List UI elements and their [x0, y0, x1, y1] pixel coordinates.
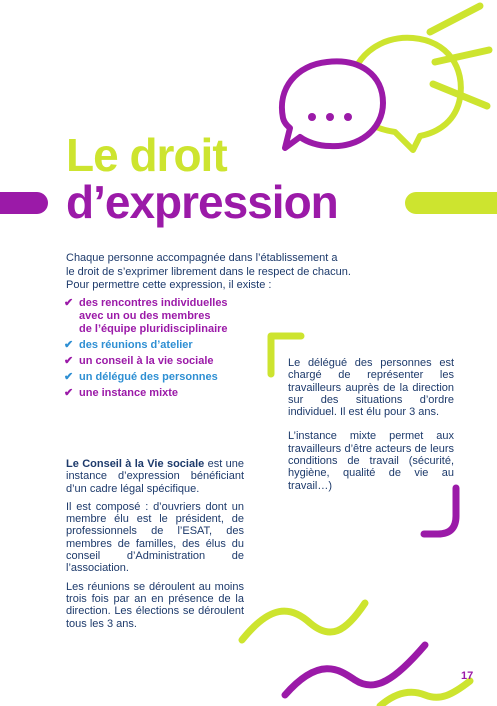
- intro-line: Chaque personne accompagnée dans l’établissement a: [66, 252, 338, 264]
- wave-decoration: [230, 585, 480, 706]
- list-item-text: un délégué des personnes: [79, 371, 218, 383]
- list-item: [64, 339, 294, 352]
- list-item: [64, 371, 294, 384]
- curved-bracket-decoration: [418, 482, 468, 542]
- page-title-line1: Le droit: [66, 129, 227, 181]
- intro-text: [66, 252, 396, 293]
- right-column: [288, 357, 454, 498]
- delegate-text: Le délégué des personnes est chargé de représenter les travailleurs auprès de la direction sur des situations d’ordre individuel. Il est élu pour 3 ans.: [288, 357, 454, 419]
- title-bar-right: [405, 192, 497, 214]
- cvs-heading: Le Conseil à la Vie sociale: [66, 458, 205, 470]
- cvs-text: est une instance d’expression bénéficiant d’un cadre légal spécifique.: [66, 458, 244, 495]
- intro-line: Pour permettre cette expression, il existe :: [66, 279, 272, 291]
- check-icon: ✔: [64, 387, 74, 399]
- expression-means-list: [64, 297, 294, 403]
- page-number: 17: [461, 670, 474, 682]
- title-bar-left: [0, 192, 48, 214]
- check-icon: ✔: [64, 297, 74, 309]
- cvs-composition: Il est composé : d’ouvriers dont un membre élu est le président, de professionnels de l’ESAT, des membres de familles, des élus du conseil d’Administration de l’association.: [66, 500, 244, 575]
- list-item-text: une instance mixte: [79, 387, 179, 399]
- cvs-meetings: Les réunions se déroulent au moins trois fois par an en présence de la direction. Les élections se déroulent tous les 3 ans.: [66, 580, 244, 630]
- list-item-text: un conseil à la vie sociale: [79, 355, 214, 367]
- check-icon: ✔: [64, 355, 74, 367]
- left-column: [66, 458, 244, 636]
- check-icon: ✔: [64, 371, 74, 383]
- list-item-text: des réunions d’atelier: [79, 339, 193, 351]
- mixed-instance-text: L’instance mixte permet aux travailleurs d’être acteurs de leurs conditions de travail (sécurité, hygiène, qualité de vie au travail…): [288, 430, 454, 492]
- check-icon: ✔: [64, 339, 74, 351]
- list-item: [64, 355, 294, 368]
- speech-bubbles-icon: [255, 0, 497, 175]
- list-item: [64, 387, 294, 400]
- page-title-line2: d’expression: [66, 176, 338, 228]
- list-item: [64, 297, 294, 336]
- intro-line: le droit de s’exprimer librement dans le respect de chacun.: [66, 265, 351, 278]
- list-item-text: de l’équipe pluridisciplinaire: [79, 323, 228, 335]
- list-item-text: avec un ou des membres: [79, 310, 211, 322]
- list-item-text: des rencontres individuelles: [79, 297, 228, 309]
